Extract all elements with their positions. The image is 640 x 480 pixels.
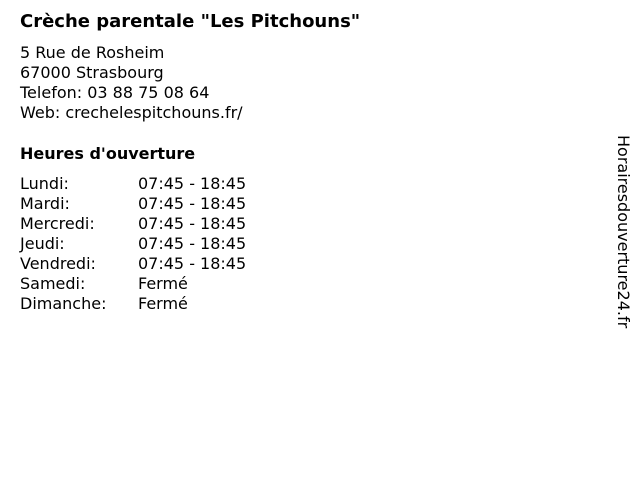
day-label: Lundi: [20,174,69,193]
day-hours: Fermé [138,294,188,313]
business-name: Crèche parentale "Les Pitchouns" [20,11,361,32]
hours-row-saturday [20,274,246,294]
day-hours: 07:45 - 18:45 [138,234,247,253]
street-address: 5 Rue de Rosheim [20,43,165,62]
day-hours: Fermé [138,274,188,293]
day-label: Mercredi: [20,214,95,233]
day-hours: 07:45 - 18:45 [138,254,247,273]
hours-row-thursday [20,234,246,254]
city-postal-code: 67000 Strasbourg [20,63,164,82]
phone-number: Telefon: 03 88 75 08 64 [20,83,210,102]
day-hours: 07:45 - 18:45 [138,194,247,213]
day-hours: 07:45 - 18:45 [138,214,247,233]
day-label: Vendredi: [20,254,96,273]
hours-row-sunday [20,294,246,314]
hours-row-monday [20,174,246,194]
hours-row-tuesday [20,194,246,214]
day-label: Dimanche: [20,294,107,313]
hours-row-wednesday [20,214,246,234]
day-label: Samedi: [20,274,86,293]
day-hours: 07:45 - 18:45 [138,174,247,193]
opening-hours-heading: Heures d'ouverture [20,144,196,163]
hours-row-friday [20,254,246,274]
day-label: Mardi: [20,194,70,213]
business-address [20,43,243,123]
day-label: Jeudi: [20,234,65,253]
site-watermark: Horairesdouverture24.fr [614,135,633,329]
opening-hours-table [20,174,246,314]
website: Web: crechelespitchouns.fr/ [20,103,243,122]
